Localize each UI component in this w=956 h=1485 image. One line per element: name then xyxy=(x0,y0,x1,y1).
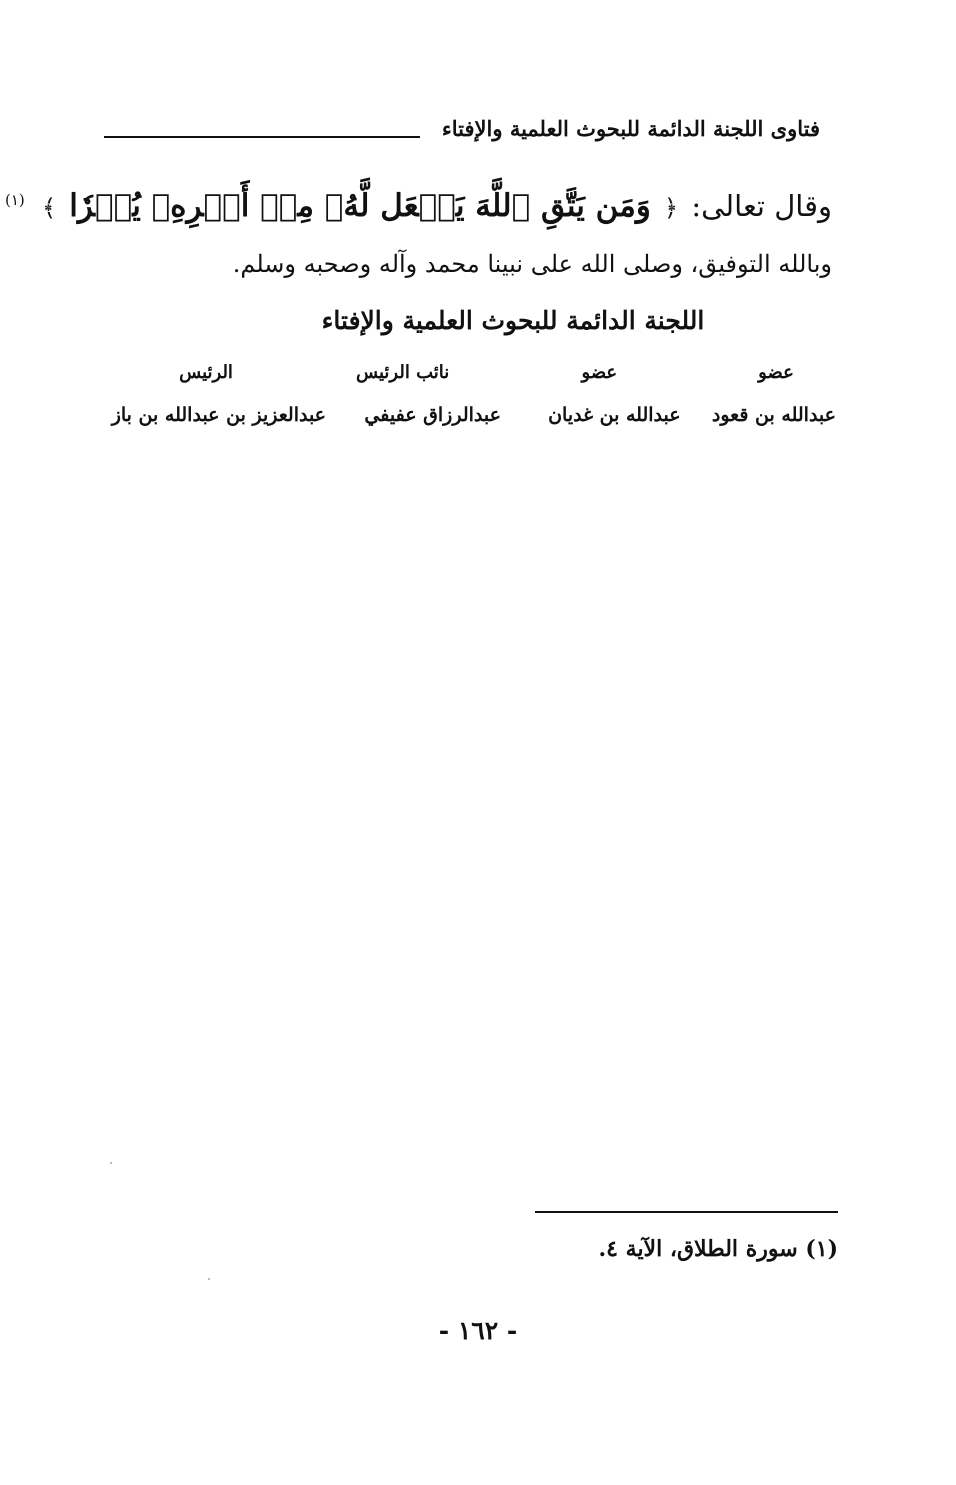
closing-line: وبالله التوفيق، وصلى الله على نبينا محمد وآله وصحبه وسلم. xyxy=(232,250,832,278)
page-number: - ١٦٢ - xyxy=(438,1316,518,1345)
role-member-1: عضو xyxy=(758,362,794,383)
role-member-2: عضو xyxy=(581,362,618,383)
footnote-text: سورة الطلاق، الآية ٤. xyxy=(598,1236,798,1262)
ornate-bracket-close-icon: ﴾ xyxy=(41,194,57,222)
name-chairman: عبدالعزيز بن عبدالله بن باز xyxy=(111,404,327,426)
running-header: فتاوى اللجنة الدائمة للبحوث العلمية والإفتاء xyxy=(441,116,820,141)
role-chairman: الرئيس xyxy=(179,362,233,383)
verse-intro: وقال تعالى: xyxy=(691,189,832,223)
signature-names xyxy=(111,404,836,426)
name-member-2: عبدالله بن غديان xyxy=(548,404,681,426)
footnote-marker: (١) xyxy=(805,1236,838,1262)
verse-line xyxy=(4,188,832,224)
signature-roles xyxy=(126,362,836,383)
name-vice-chairman: عبدالرزاق عفيفي xyxy=(364,404,501,426)
scan-speck xyxy=(110,1162,112,1164)
scan-speck xyxy=(208,1278,210,1280)
committee-title: اللجنة الدائمة للبحوث العلمية والإفتاء xyxy=(321,306,705,335)
footnote-1 xyxy=(598,1236,838,1262)
header-rule xyxy=(104,136,420,138)
footnote-reference: (١) xyxy=(4,191,25,210)
quran-verse: وَمَن يَتَّقِ ٱللَّهَ يَجۡعَل لَّهُۥ مِنۡ أَمۡرِهِۦ يُسۡرٗا xyxy=(69,188,651,224)
name-member-1: عبدالله بن قعود xyxy=(711,404,836,426)
role-vice-chairman: نائب الرئيس xyxy=(356,362,450,383)
footnote-rule xyxy=(535,1211,838,1213)
ornate-bracket-open-icon: ﴿ xyxy=(664,194,679,222)
